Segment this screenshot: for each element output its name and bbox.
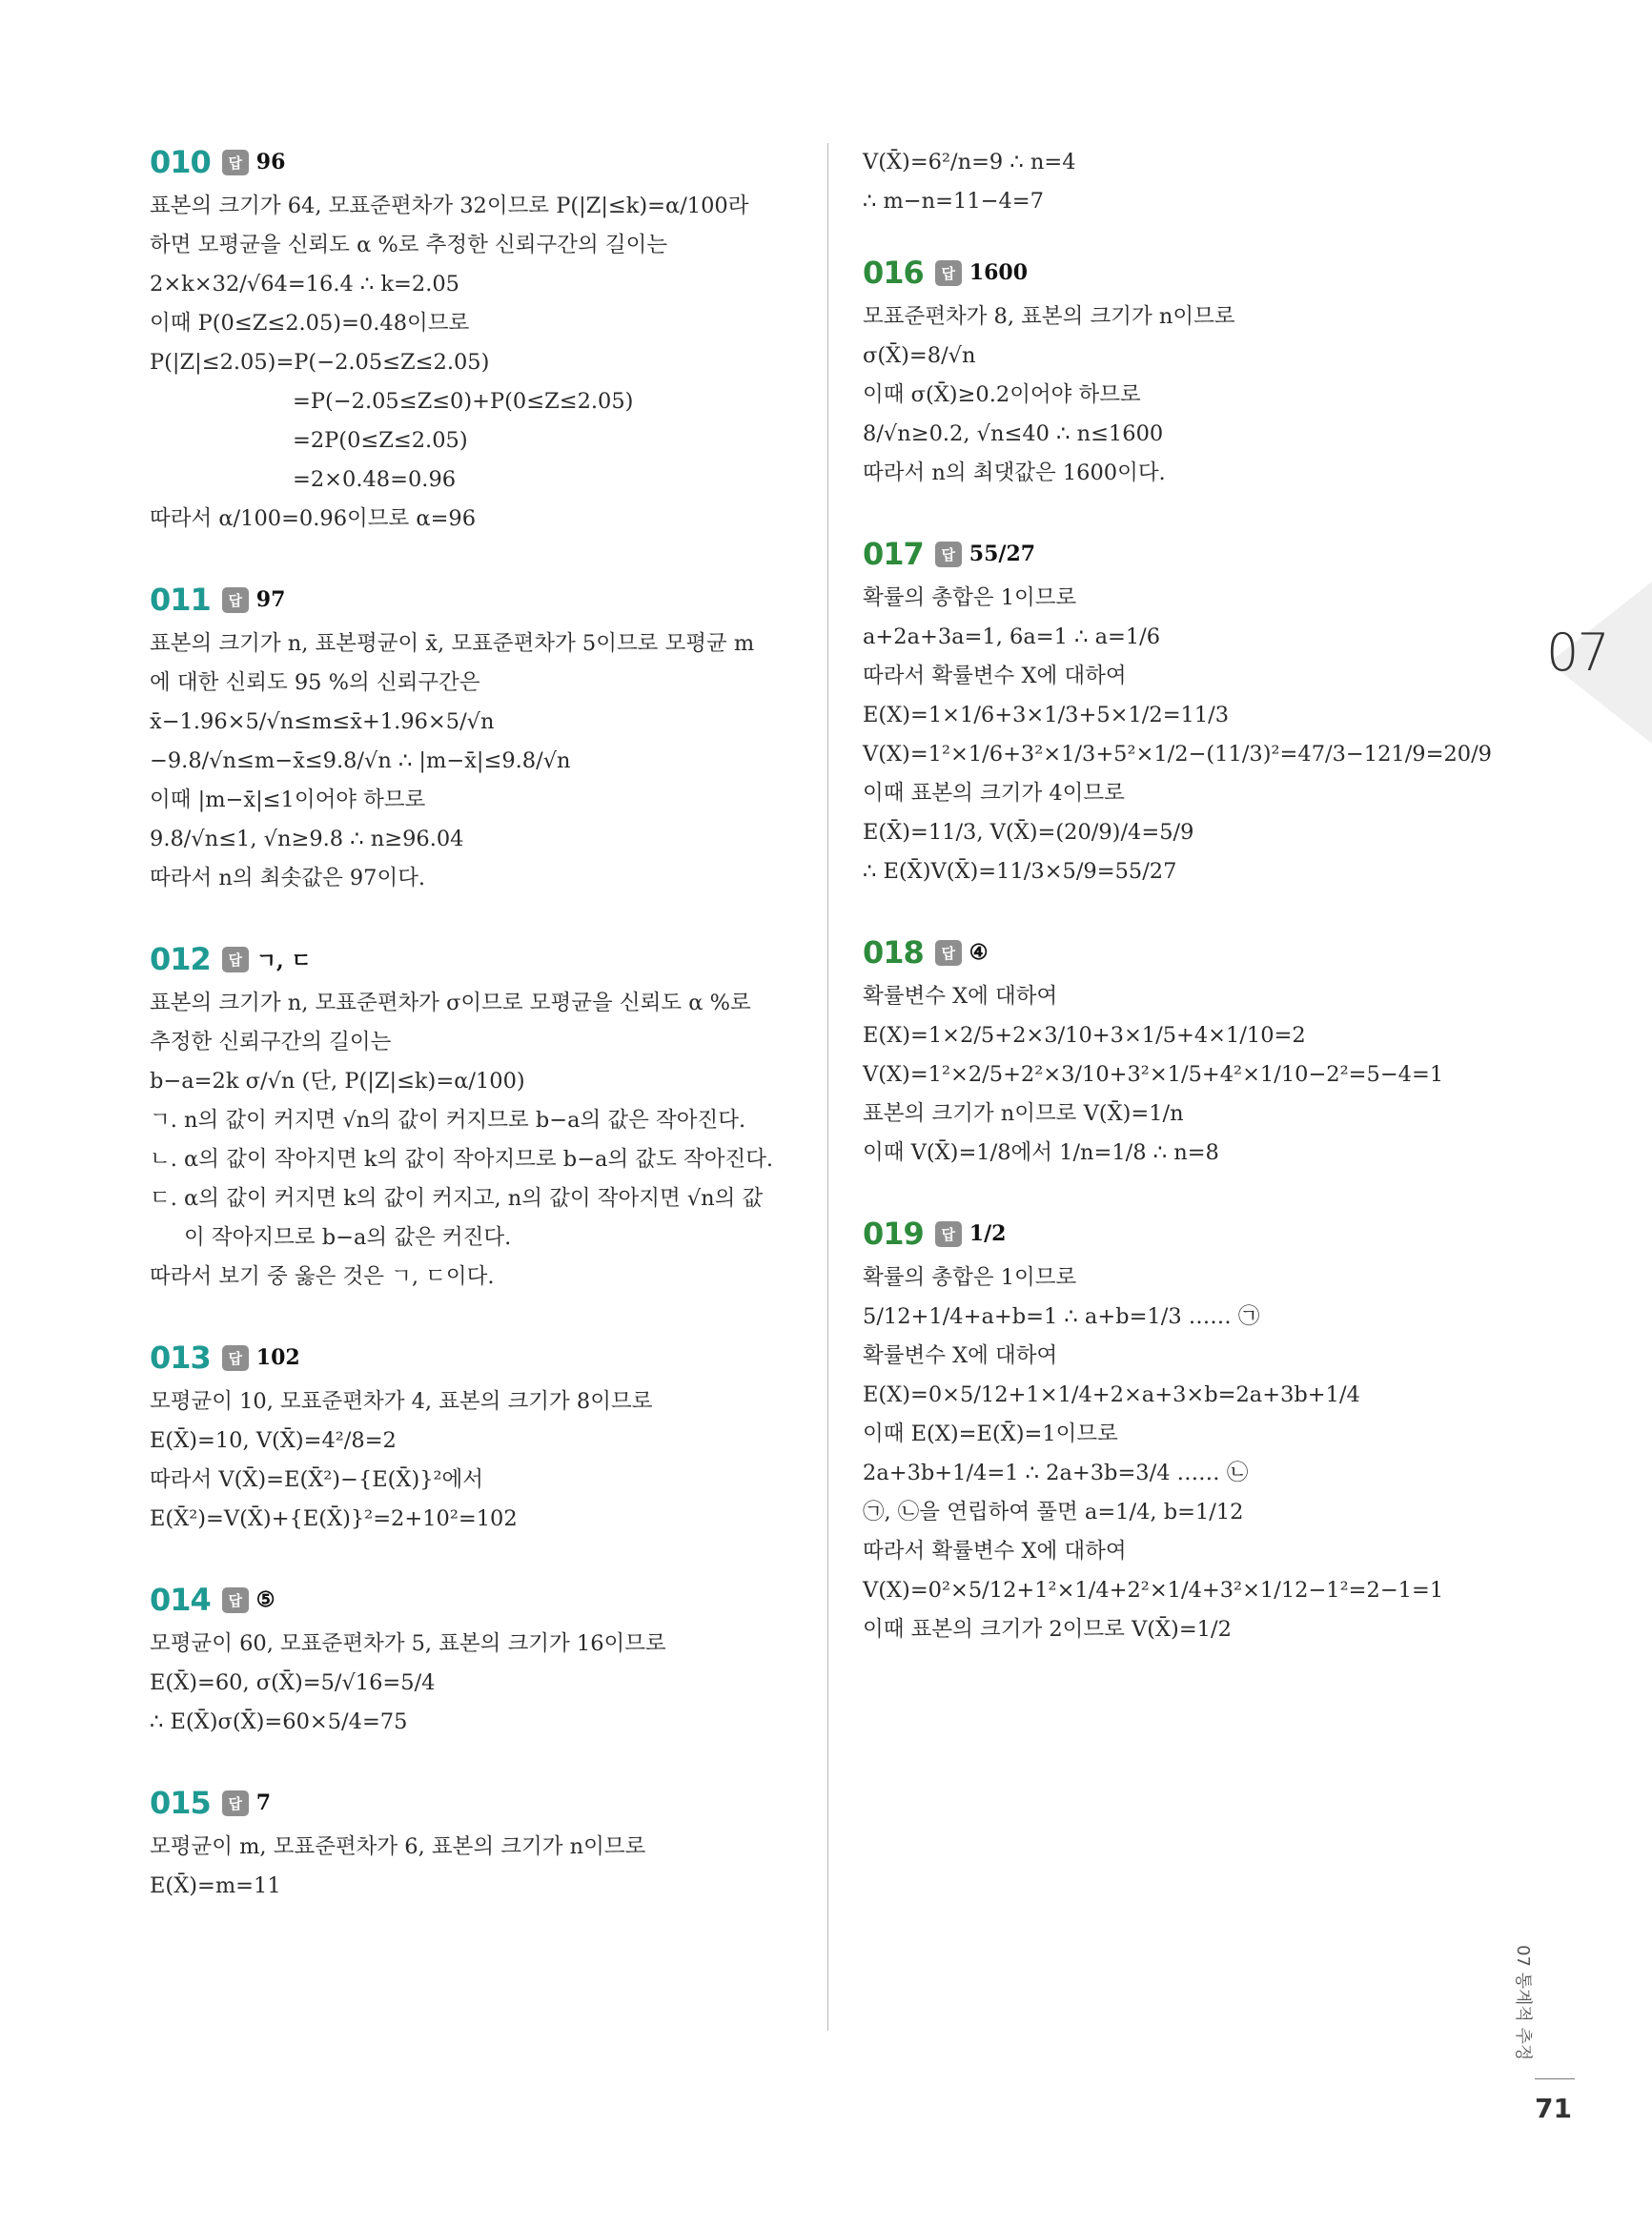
column-divider bbox=[827, 143, 828, 2031]
right-column bbox=[863, 143, 1492, 1691]
problem-number: 013 bbox=[150, 1340, 211, 1376]
problem-number: 019 bbox=[863, 1216, 924, 1252]
answer-tag: 답 bbox=[935, 542, 962, 567]
problem-header bbox=[863, 535, 1473, 573]
solution-line: 이때 E(X)=E(X̄)=1이므로 bbox=[863, 1422, 1118, 1446]
problem-number: 015 bbox=[150, 1785, 211, 1821]
answer-value: 97 bbox=[255, 587, 286, 612]
answer-value: 55/27 bbox=[969, 542, 1036, 566]
solution-line: E(X̄)=11/3, V(X̄)=(20/9)/4=5/9 bbox=[863, 820, 1194, 845]
solution-line: =2×0.48=0.96 bbox=[293, 467, 457, 492]
solution-line: ∴ E(X̄)σ(X̄)=60×5/4=75 bbox=[150, 1709, 408, 1734]
solution-line: V(X)=1²×2/5+2²×3/10+3²×1/5+4²×1/10−2²=5−4=1 bbox=[863, 1062, 1444, 1087]
solution-line: 모평균이 10, 모표준편차가 4, 표본의 크기가 8이므로 bbox=[150, 1389, 653, 1414]
solution-line: 2a+3b+1/4=1 ∴ 2a+3b=3/4 …… ㉡ bbox=[863, 1461, 1249, 1485]
problem-number: 014 bbox=[150, 1582, 211, 1618]
answer-value: 1/2 bbox=[969, 1221, 1007, 1246]
solution-line: 표본의 크기가 n, 표본평균이 x̄, 모표준편차가 5이므로 모평균 m bbox=[150, 631, 755, 656]
problem-header bbox=[150, 581, 798, 619]
problem-number: 018 bbox=[863, 934, 924, 971]
problem-header bbox=[150, 1581, 798, 1619]
solution-line: 이때 |m−x̄|≤1이어야 하므로 bbox=[150, 788, 426, 812]
solution-line: 9.8/√n≤1, √n≥9.8 ∴ n≥96.04 bbox=[150, 827, 464, 851]
solution-line: −9.8/√n≤m−x̄≤9.8/√n ∴ |m−x̄|≤9.8/√n bbox=[150, 748, 571, 773]
answer-tag: 답 bbox=[935, 260, 962, 286]
answer-value: ④ bbox=[969, 940, 989, 965]
solution-line: =P(−2.05≤Z≤0)+P(0≤Z≤2.05) bbox=[293, 389, 634, 414]
problem-number: 011 bbox=[150, 582, 211, 618]
problem-header bbox=[863, 254, 1473, 292]
answer-value: ⑤ bbox=[255, 1587, 275, 1612]
answer-tag: 답 bbox=[222, 1587, 249, 1613]
solution-line: ∴ E(X̄)V(X̄)=11/3×5/9=55/27 bbox=[863, 859, 1177, 884]
solution-line: ㄱ. n의 값이 커지면 √n의 값이 커지므로 b−a의 값은 작아진다. bbox=[150, 1108, 746, 1133]
solution-line: 이때 표본의 크기가 4이므로 bbox=[863, 781, 1125, 806]
solution-line: 따라서 확률변수 X에 대하여 bbox=[863, 1539, 1127, 1564]
problem-header bbox=[150, 1784, 798, 1822]
problem-header bbox=[150, 143, 798, 181]
solution-line: 모표준편차가 8, 표본의 크기가 n이므로 bbox=[863, 304, 1235, 329]
solution-line: 따라서 보기 중 옳은 것은 ㄱ, ㄷ이다. bbox=[150, 1264, 495, 1289]
solution-line: E(X̄)=60, σ(X̄)=5/√16=5/4 bbox=[150, 1670, 436, 1695]
solution-line: 따라서 V(X̄)=E(X̄²)−{E(X̄)}²에서 bbox=[150, 1467, 484, 1492]
solution-line: 확률의 총합은 1이므로 bbox=[863, 585, 1077, 610]
answer-value: 96 bbox=[255, 150, 286, 174]
chapter-number: 07 bbox=[1546, 623, 1608, 683]
solution-line: ㉠, ㉡을 연립하여 풀면 a=1/4, b=1/12 bbox=[863, 1500, 1244, 1524]
answer-tag: 답 bbox=[222, 587, 249, 613]
solution-line: ∴ m−n=11−4=7 bbox=[863, 189, 1044, 214]
solution-line: E(X)=1×2/5+2×3/10+3×1/5+4×1/10=2 bbox=[863, 1023, 1306, 1048]
solution-line: 표본의 크기가 n이므로 V(X̄)=1/n bbox=[863, 1101, 1184, 1126]
problem-012 bbox=[150, 940, 798, 1297]
solution-line: 이때 P(0≤Z≤2.05)=0.48이므로 bbox=[150, 311, 470, 336]
problem-number: 012 bbox=[150, 941, 211, 977]
solution-line: E(X̄)=m=11 bbox=[150, 1873, 281, 1898]
page-number: 71 bbox=[1535, 2093, 1572, 2124]
solution-line: 모평균이 m, 모표준편차가 6, 표본의 크기가 n이므로 bbox=[150, 1834, 646, 1859]
answer-tag: 답 bbox=[222, 150, 249, 175]
answer-tag: 답 bbox=[222, 1790, 249, 1816]
problem-017 bbox=[863, 535, 1492, 891]
solution-line: a+2a+3a=1, 6a=1 ∴ a=1/6 bbox=[863, 624, 1161, 649]
problem-015 bbox=[150, 1784, 798, 1906]
solution-line: 에 대한 신뢰도 95 %의 신뢰구간은 bbox=[150, 670, 480, 695]
answer-value: ㄱ, ㄷ bbox=[255, 948, 312, 973]
solution-line: 확률의 총합은 1이므로 bbox=[863, 1265, 1077, 1290]
solution-line: 따라서 확률변수 X에 대하여 bbox=[863, 664, 1127, 688]
problem-013 bbox=[150, 1339, 798, 1539]
problem-header bbox=[863, 1215, 1473, 1253]
answer-value: 7 bbox=[255, 1790, 272, 1815]
side-rule bbox=[1535, 2078, 1575, 2079]
answer-value: 102 bbox=[255, 1345, 300, 1370]
problem-number: 016 bbox=[863, 255, 924, 291]
problem-011 bbox=[150, 581, 798, 898]
solution-line: 확률변수 X에 대하여 bbox=[863, 1343, 1058, 1368]
problem-header bbox=[863, 933, 1473, 972]
solution-line: E(X̄)=10, V(X̄)=4²/8=2 bbox=[150, 1428, 397, 1453]
solution-line: 2×k×32/√64=16.4 ∴ k=2.05 bbox=[150, 272, 459, 297]
problem-018 bbox=[863, 933, 1473, 1173]
solution-line: V(X)=0²×5/12+1²×1/4+2²×1/4+3²×1/12−1²=2−1=1 bbox=[863, 1578, 1444, 1603]
left-column bbox=[150, 143, 798, 1948]
solution-line: E(X)=0×5/12+1×1/4+2×a+3×b=2a+3b+1/4 bbox=[863, 1382, 1360, 1407]
solution-line: 표본의 크기가 64, 모표준편차가 32이므로 P(|Z|≤k)=α/100라 bbox=[150, 194, 749, 218]
solution-line: 따라서 α/100=0.96이므로 α=96 bbox=[150, 506, 477, 531]
problem-number: 010 bbox=[150, 144, 211, 180]
answer-tag: 답 bbox=[222, 1345, 249, 1371]
solution-line: E(X)=1×1/6+3×1/3+5×1/2=11/3 bbox=[863, 703, 1230, 727]
solution-line: 따라서 n의 최솟값은 97이다. bbox=[150, 866, 426, 890]
problem-010 bbox=[150, 143, 798, 539]
solution-line: =2P(0≤Z≤2.05) bbox=[293, 428, 468, 453]
solution-line: x̄−1.96×5/√n≤m≤x̄+1.96×5/√n bbox=[150, 709, 495, 734]
problem-number: 017 bbox=[863, 536, 924, 572]
solution-line: 이때 V(X̄)=1/8에서 1/n=1/8 ∴ n=8 bbox=[863, 1140, 1219, 1165]
solution-line: 이 작아지므로 b−a의 값은 커진다. bbox=[184, 1225, 512, 1250]
solution-line: 확률변수 X에 대하여 bbox=[863, 984, 1058, 1009]
solution-line: 이때 표본의 크기가 2이므로 V(X̄)=1/2 bbox=[863, 1617, 1232, 1642]
problem-014 bbox=[150, 1581, 798, 1742]
solution-line: b−a=2k σ/√n (단, P(|Z|≤k)=α/100) bbox=[150, 1069, 525, 1094]
solution-line: 표본의 크기가 n, 모표준편차가 σ이므로 모평균을 신뢰도 α %로 bbox=[150, 991, 751, 1015]
solution-line: 모평균이 60, 모표준편차가 5, 표본의 크기가 16이므로 bbox=[150, 1631, 666, 1656]
solution-line: P(|Z|≤2.05)=P(−2.05≤Z≤2.05) bbox=[150, 350, 490, 375]
answer-tag: 답 bbox=[935, 940, 962, 966]
solution-line: σ(X̄)=8/√n bbox=[863, 343, 976, 368]
solution-line: 하면 모평균을 신뢰도 α %로 추정한 신뢰구간의 길이는 bbox=[150, 233, 668, 257]
answer-tag: 답 bbox=[222, 947, 249, 972]
solution-line: 5/12+1/4+a+b=1 ∴ a+b=1/3 …… ㉠ bbox=[863, 1304, 1260, 1329]
solution-line: 이때 σ(X̄)≥0.2이어야 하므로 bbox=[863, 382, 1141, 407]
solution-line: ㄷ. α의 값이 커지면 k의 값이 커지고, n의 값이 작아지면 √n의 값 bbox=[150, 1186, 764, 1211]
problem-header bbox=[150, 1339, 798, 1377]
solution-line: V(X̄)=6²/n=9 ∴ n=4 bbox=[863, 150, 1076, 174]
solution-line: V(X)=1²×1/6+3²×1/3+5²×1/2−(11/3)²=47/3−121/9=20/9 bbox=[863, 742, 1492, 767]
chapter-side-label: 07 통계적 추정 bbox=[1513, 1945, 1533, 2061]
problem-016 bbox=[863, 254, 1473, 493]
solution-line: E(X̄²)=V(X̄)+{E(X̄)}²=2+10²=102 bbox=[150, 1506, 518, 1531]
continuation-015 bbox=[863, 143, 1473, 221]
solution-line: 추정한 신뢰구간의 길이는 bbox=[150, 1030, 392, 1054]
problem-019 bbox=[863, 1215, 1473, 1649]
solution-line: 따라서 n의 최댓값은 1600이다. bbox=[863, 460, 1166, 485]
solution-line: 8/√n≥0.2, √n≤40 ∴ n≤1600 bbox=[863, 421, 1164, 446]
solution-line: ㄴ. α의 값이 작아지면 k의 값이 작아지므로 b−a의 값도 작아진다. bbox=[150, 1147, 774, 1172]
problem-header bbox=[150, 940, 798, 978]
answer-value: 1600 bbox=[969, 260, 1029, 285]
answer-tag: 답 bbox=[935, 1221, 962, 1247]
